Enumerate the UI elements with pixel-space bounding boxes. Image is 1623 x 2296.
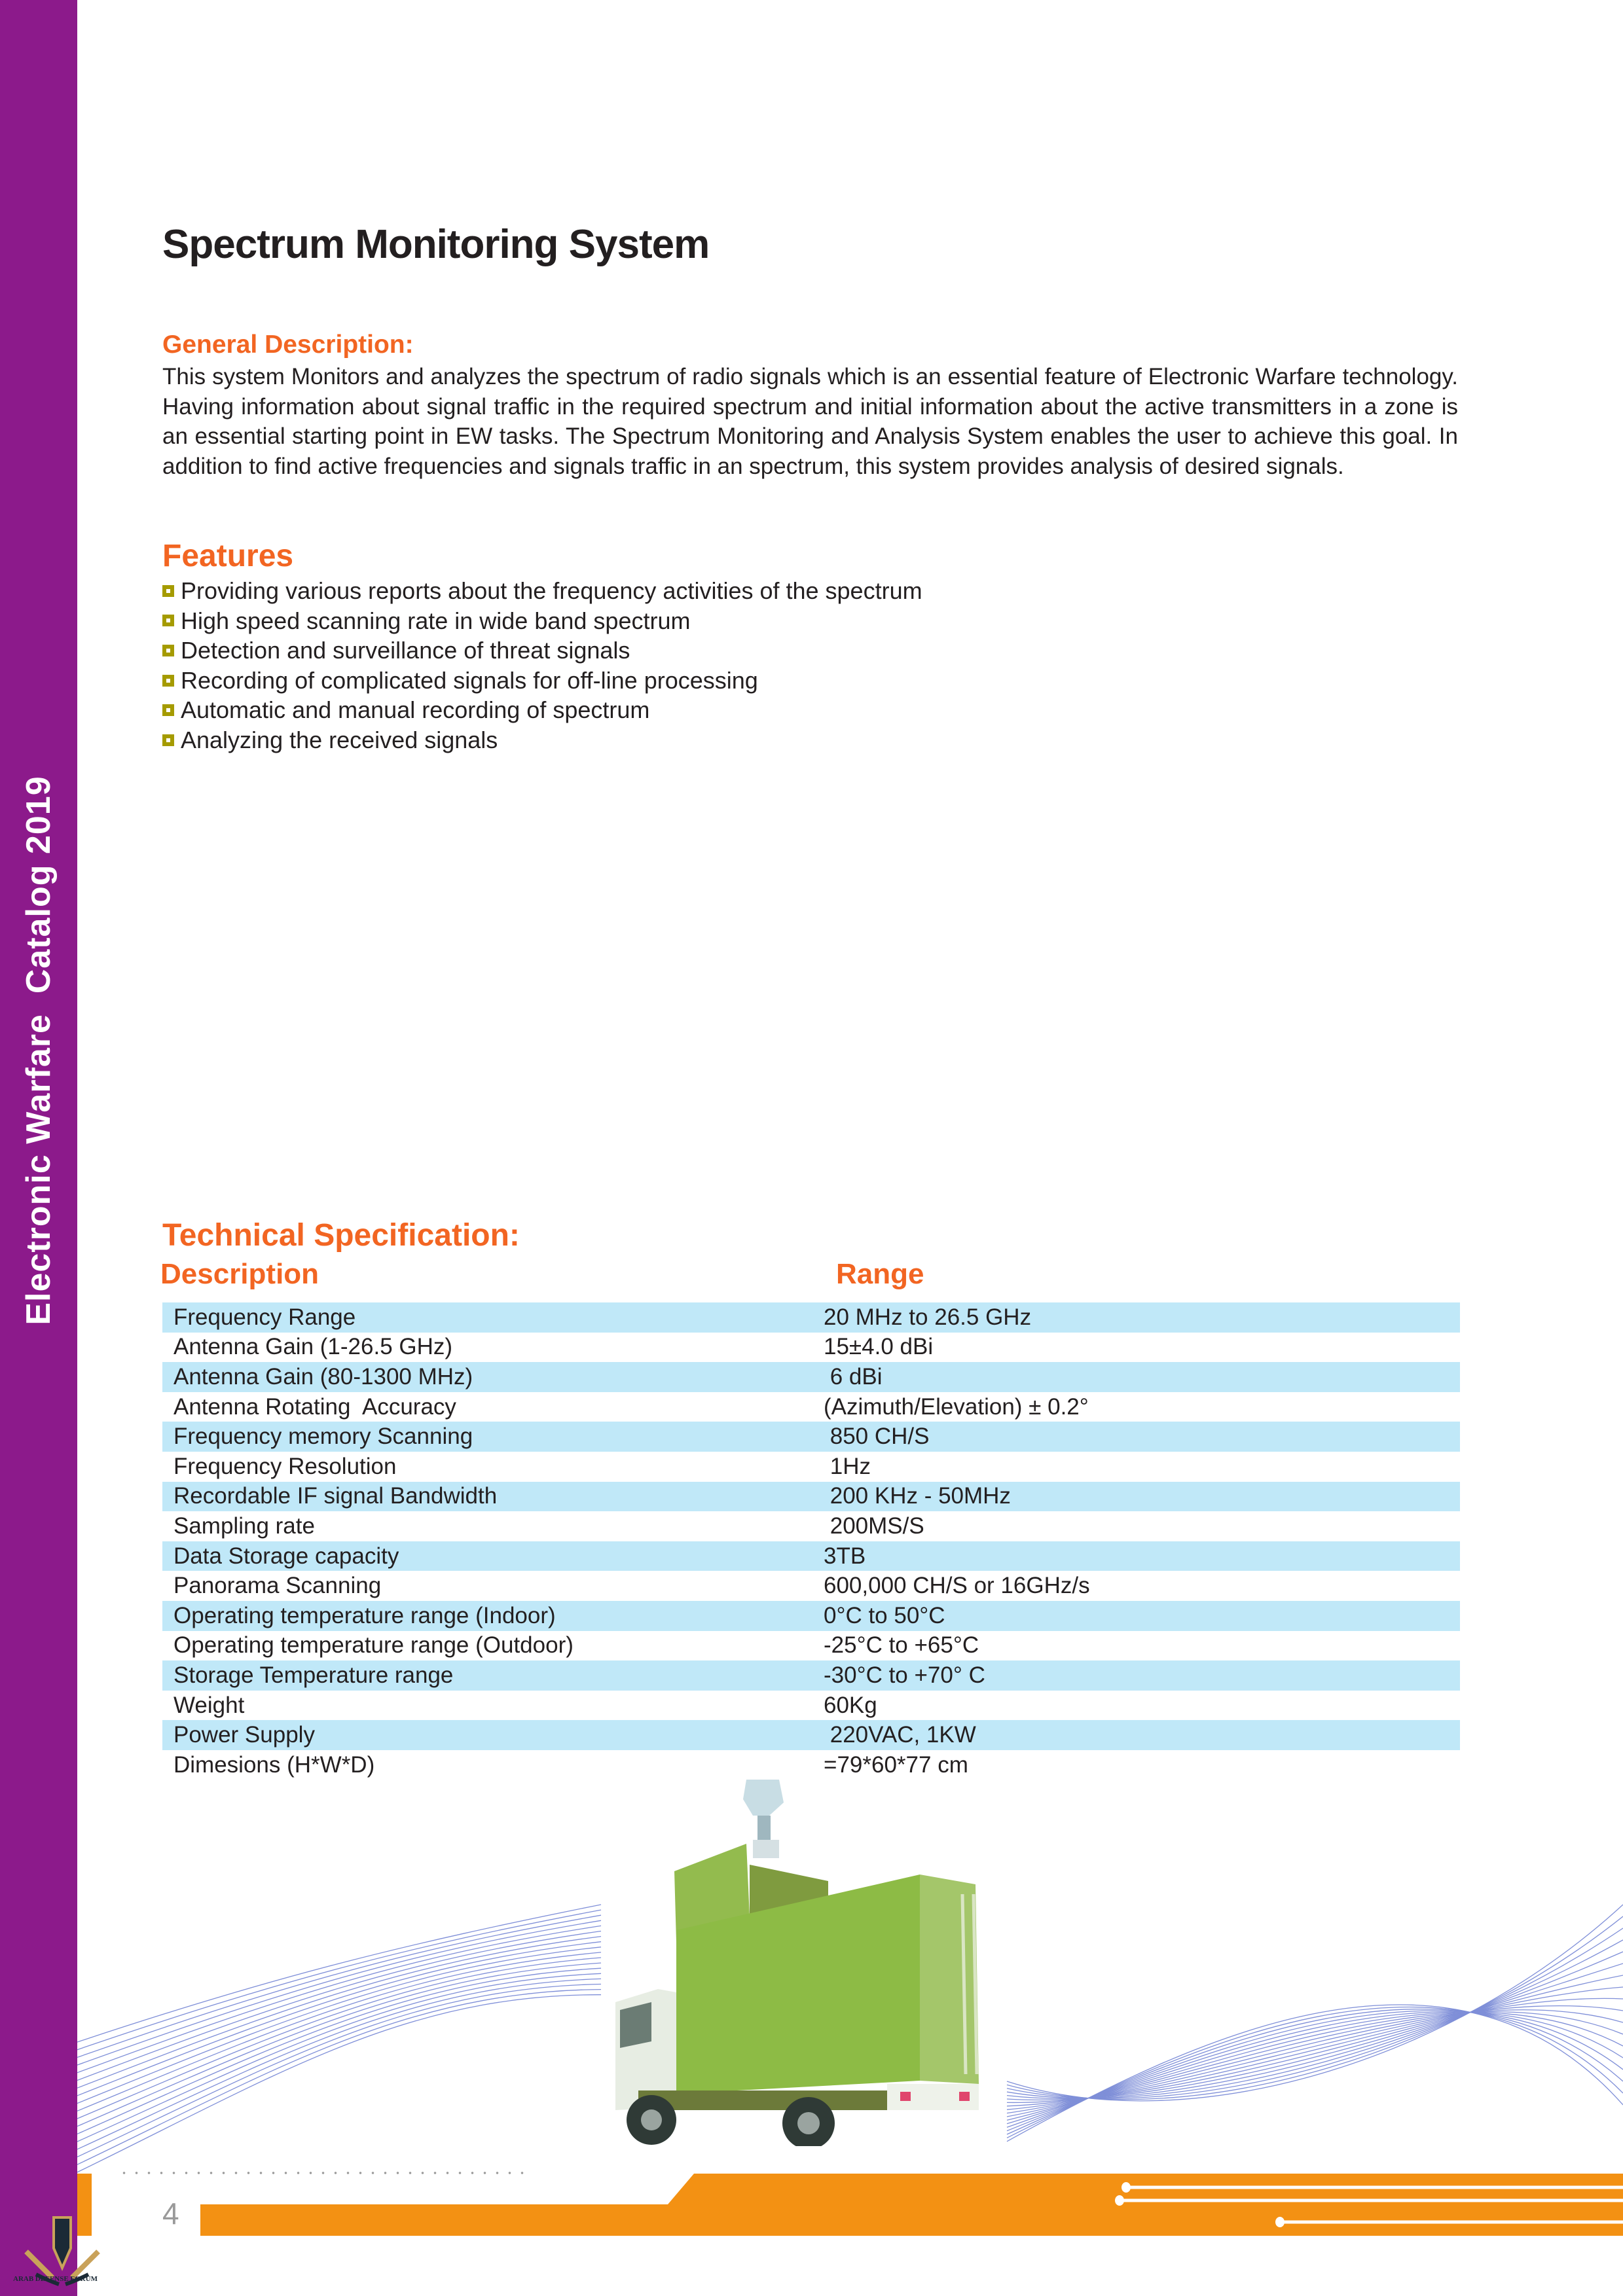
spec-description: Power Supply [173, 1722, 315, 1748]
spec-description: Recordable IF signal Bandwidth [173, 1483, 498, 1509]
general-description-text: This system Monitors and analyzes the spectrum of radio signals which is an essential feature of Electronic Warfare technology. Having information about signal traffic in the required spectrum and initial information about the active transmitters in a zone is an essential starting point in EW tasks. The Spectrum Monitoring and Analysis System enables the user to achieve this goal. In addition to find active frequencies and signals traffic in an spectrum, this system provides analysis of desired signals. [162, 364, 1458, 479]
spec-description: Operating temperature range (Outdoor) [173, 1632, 574, 1659]
spec-row [162, 1601, 1460, 1631]
spec-row [162, 1631, 1460, 1661]
spec-row [162, 1422, 1460, 1452]
spec-description: Data Storage capacity [173, 1543, 399, 1569]
spec-description: Frequency memory Scanning [173, 1424, 473, 1450]
spec-range: 850 CH/S [824, 1424, 930, 1450]
spec-row [162, 1452, 1460, 1482]
truck-image [612, 1767, 1012, 2146]
features-list [162, 576, 922, 755]
spec-description: Frequency Resolution [173, 1453, 397, 1479]
spec-description: Operating temperature range (Indoor) [173, 1602, 556, 1628]
feature-item: Analyzing the received signals [162, 725, 922, 755]
bullet-icon [162, 734, 174, 746]
spec-range: 15±4.0 dBi [824, 1334, 934, 1360]
bullet-icon [162, 585, 174, 597]
spec-table [162, 1302, 1460, 1780]
wave-line [1007, 2011, 1623, 2131]
spec-row [162, 1691, 1460, 1721]
feature-item: Providing various reports about the frequency activities of the spectrum [162, 576, 922, 606]
spec-range: -30°C to +70° C [824, 1662, 985, 1688]
wave-line [77, 1910, 601, 2050]
bullet-icon [162, 615, 174, 626]
spec-range: (Azimuth/Elevation) ± 0.2° [824, 1393, 1089, 1420]
bullet-icon [162, 675, 174, 687]
spec-description: Dimesions (H*W*D) [173, 1751, 375, 1778]
wave-line [77, 1984, 601, 2157]
spec-range: -25°C to +65°C [824, 1632, 979, 1659]
feature-item: Detection and surveillance of threat signals [162, 636, 922, 666]
spec-range: 200 KHz - 50MHz [824, 1483, 1011, 1509]
column-header-range: Range [836, 1258, 924, 1290]
wave-line [77, 1963, 601, 2126]
spec-description: Antenna Gain (80-1300 MHz) [173, 1363, 473, 1390]
spec-range: 200MS/S [824, 1513, 924, 1539]
wave-line [77, 1995, 601, 2172]
spec-description: Panorama Scanning [173, 1573, 382, 1599]
feature-item: Automatic and manual recording of spectrum [162, 695, 922, 725]
spec-range: 1Hz [824, 1453, 871, 1479]
spec-row [162, 1333, 1460, 1363]
spec-range: 3TB [824, 1543, 866, 1569]
page-title: Spectrum Monitoring System [162, 222, 710, 267]
spec-description: Storage Temperature range [173, 1662, 454, 1688]
arab-defense-forum-logo [7, 2212, 118, 2296]
wave-line [77, 1947, 601, 2104]
wave-line [1007, 2010, 1623, 2117]
spec-description: Antenna Rotating Accuracy [173, 1393, 456, 1420]
spec-range: 60Kg [824, 1692, 877, 1718]
wave-line [77, 1937, 601, 2089]
spec-range: 0°C to 50°C [824, 1602, 945, 1628]
wave-line [1007, 1952, 1623, 2098]
wave-line [77, 1942, 601, 2096]
spec-range: 20 MHz to 26.5 GHz [824, 1304, 1032, 1330]
technical-specification-heading: Technical Specification: [162, 1218, 520, 1253]
spec-row [162, 1541, 1460, 1571]
footer-orange-band [0, 2174, 1623, 2236]
spec-description: Frequency Range [173, 1304, 356, 1330]
bullet-icon [162, 704, 174, 716]
logo-text: ARAB DEFENSE FORUM [13, 2275, 98, 2283]
spec-range: =79*60*77 cm [824, 1751, 968, 1778]
wave-line [1007, 2005, 1623, 2142]
page-number: 4 [162, 2197, 179, 2231]
wave-line [77, 1958, 601, 2119]
wave-line [77, 1990, 601, 2165]
wave-line [77, 1915, 601, 2057]
spec-row [162, 1720, 1460, 1750]
wave-line [1007, 2012, 1623, 2127]
spec-range: 6 dBi [824, 1363, 883, 1390]
spec-range: 220VAC, 1KW [824, 1722, 976, 1748]
wave-line [1007, 1940, 1623, 2098]
spec-row [162, 1571, 1460, 1601]
general-description-heading: General Description: [162, 331, 414, 359]
spec-row [162, 1392, 1460, 1422]
spec-row [162, 1511, 1460, 1541]
spec-description: Sampling rate [173, 1513, 315, 1539]
wave-line [77, 1979, 601, 2149]
column-header-description: Description [160, 1258, 319, 1290]
catalog-title-vertical: Electronic Warfare Catalog 2019 [20, 776, 58, 1325]
spec-row [162, 1362, 1460, 1392]
feature-item: High speed scanning rate in wide band spectrum [162, 606, 922, 636]
antenna-dish [743, 1780, 784, 1816]
spec-row [162, 1302, 1460, 1333]
spec-row [162, 1482, 1460, 1512]
spec-description: Weight [173, 1692, 245, 1718]
feature-item: Recording of complicated signals for off-line processing [162, 666, 922, 696]
sidebar [0, 0, 77, 2296]
features-heading: Features [162, 539, 294, 573]
spec-row [162, 1660, 1460, 1691]
wave-line [1007, 1916, 1623, 2100]
spec-range: 600,000 CH/S or 16GHz/s [824, 1573, 1090, 1599]
bullet-icon [162, 645, 174, 656]
spec-description: Antenna Gain (1-26.5 GHz) [173, 1334, 453, 1360]
